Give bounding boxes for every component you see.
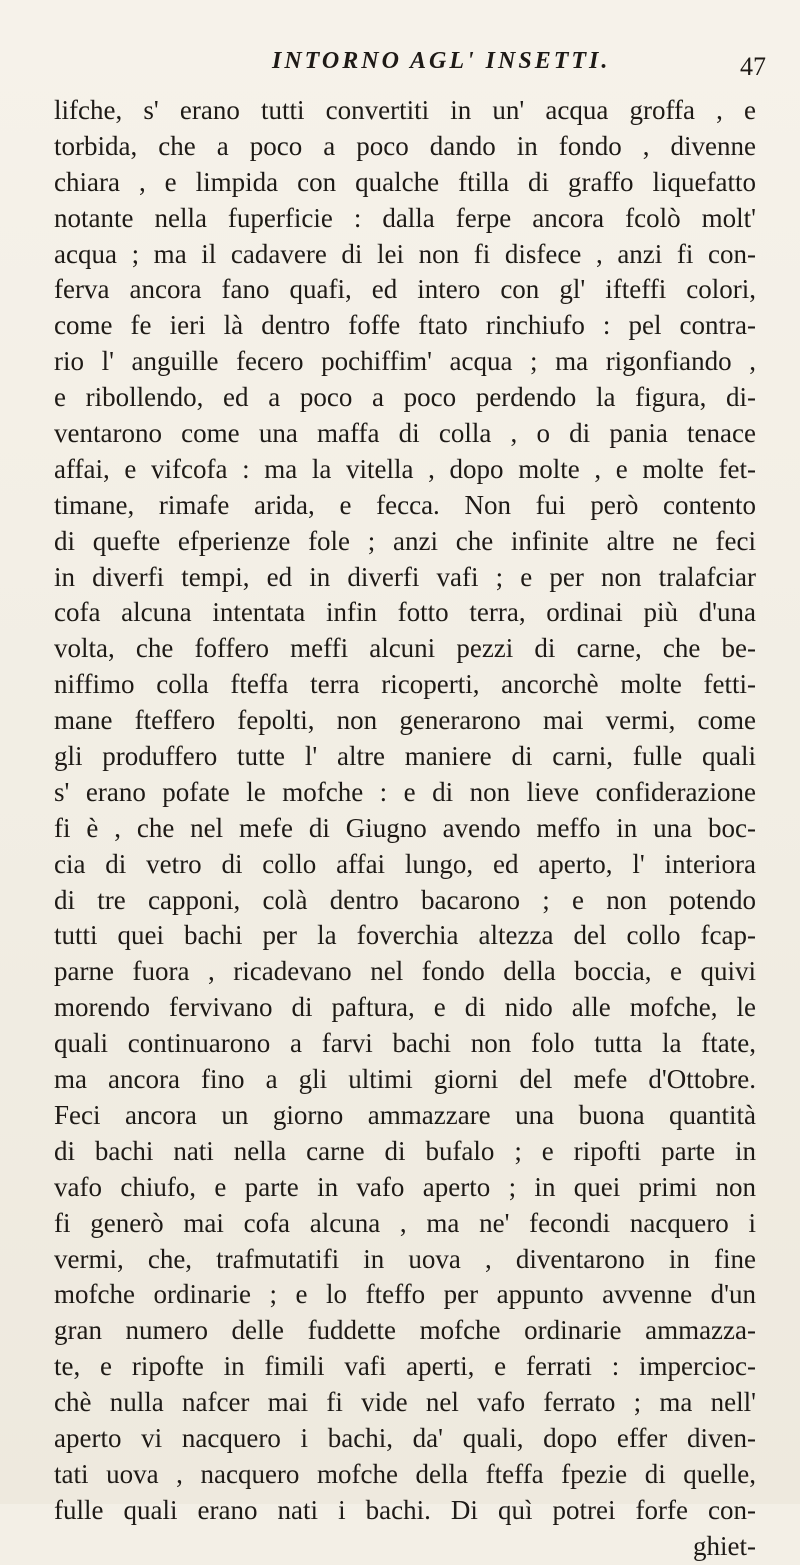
text-line: vafo chiufo, e parte in vafo aperto ; in quei primi non (54, 1171, 756, 1202)
text-line: Feci ancora un giorno ammazzare una buona quantità (54, 1099, 756, 1130)
text-line: tati uova , nacquero mofche della fteffa fpezie di quelle, (54, 1458, 756, 1489)
catchword: ghiet- (693, 1530, 756, 1561)
text-line: ferva ancora fano quafi, ed intero con gl' ifteffi colori, (54, 274, 756, 305)
text-line: fi generò mai cofa alcuna , ma ne' fecondi nacquero i (54, 1207, 756, 1238)
text-line: in diverfi tempi, ed in diverfi vafi ; e per non tralafciar (54, 561, 756, 592)
text-line: ma ancora fino a gli ultimi giorni del mefe d'Ottobre. (54, 1064, 756, 1095)
text-line: torbida, che a poco a poco dando in fondo , divenne (54, 130, 756, 161)
text-line: parne fuora , ricadevano nel fondo della boccia, e quivi (54, 956, 756, 987)
text-line: lifche, s' erano tutti convertiti in un' acqua groffa , e (54, 95, 756, 125)
text-line: aperto vi nacquero i bachi, da' quali, dopo effer diven- (54, 1422, 756, 1453)
text-line: rio l' anguille fecero pochiffim' acqua ; ma rigonfiando , (54, 346, 756, 377)
text-line: chiara , e limpida con qualche ftilla di graffo liquefatto (54, 166, 756, 197)
running-title: INTORNO AGL' INSETTI. (272, 48, 611, 74)
text-line: quali continuarono a farvi bachi non folo tutta la ftate, (54, 1028, 756, 1059)
text-line: di bachi nati nella carne di bufalo ; e ripofti parte in (54, 1135, 756, 1166)
text-line: cofa alcuna intentata infin fotto terra, ordinai più d'una (54, 597, 756, 628)
text-line: cia di vetro di collo affai lungo, ed aperto, l' interiora (54, 848, 756, 879)
body-text (54, 93, 756, 1565)
text-line: notante nella fuperficie : dalla ferpe ancora fcolò molt' (54, 202, 756, 233)
text-line: timane, rimafe arida, e fecca. Non fui però contento (54, 489, 756, 520)
text-line: niffimo colla fteffa terra ricoperti, ancorchè molte fetti- (54, 669, 756, 700)
running-head (0, 48, 800, 88)
page-number: 47 (740, 52, 766, 81)
text-line: di quefte efperienze fole ; anzi che infinite altre ne feci (54, 525, 756, 556)
text-line: te, e ripofte in fimili vafi aperti, e ferrati : impercioc- (54, 1351, 756, 1382)
text-line: come fe ieri là dentro foffe ftato rinchiufo : pel contra- (54, 310, 756, 341)
text-line: volta, che foffero meffi alcuni pezzi di carne, che be- (54, 633, 756, 664)
text-line: mofche ordinarie ; e lo fteffo per appunto avvenne d'un (54, 1279, 756, 1310)
text-line: gli produffero tutte l' altre maniere di carni, fulle quali (54, 741, 756, 772)
text-line: vermi, che, trafmutatifi in uova , diventarono in fine (54, 1243, 756, 1274)
text-line: tutti quei bachi per la foverchia altezza del collo fcap- (54, 920, 756, 951)
text-line: morendo fervivano di paftura, e di nido alle mofche, le (54, 992, 756, 1023)
text-line: mane fteffero fepolti, non generarono mai vermi, come (54, 705, 756, 736)
text-line: e ribollendo, ed a poco a poco perdendo la figura, di- (54, 382, 756, 413)
text-line: gran numero delle fuddette mofche ordinarie ammazza- (54, 1315, 756, 1346)
text-line: chè nulla nafcer mai fi vide nel vafo ferrato ; ma nell' (54, 1387, 756, 1418)
text-line: affai, e vifcofa : ma la vitella , dopo molte , e molte fet- (54, 453, 756, 484)
text-line: fulle quali erano nati i bachi. Di quì potrei forfe con- (54, 1494, 756, 1525)
text-line: ventarono come una maffa di colla , o di pania tenace (54, 418, 756, 449)
text-line: di tre capponi, colà dentro bacarono ; e non potendo (54, 884, 756, 915)
text-line: s' erano pofate le mofche : e di non lieve confiderazione (54, 776, 756, 807)
text-line: acqua ; ma il cadavere di lei non fi disfece , anzi fi con- (54, 238, 756, 269)
text-line: fi è , che nel mefe di Giugno avendo meffo in una boc- (54, 812, 756, 843)
